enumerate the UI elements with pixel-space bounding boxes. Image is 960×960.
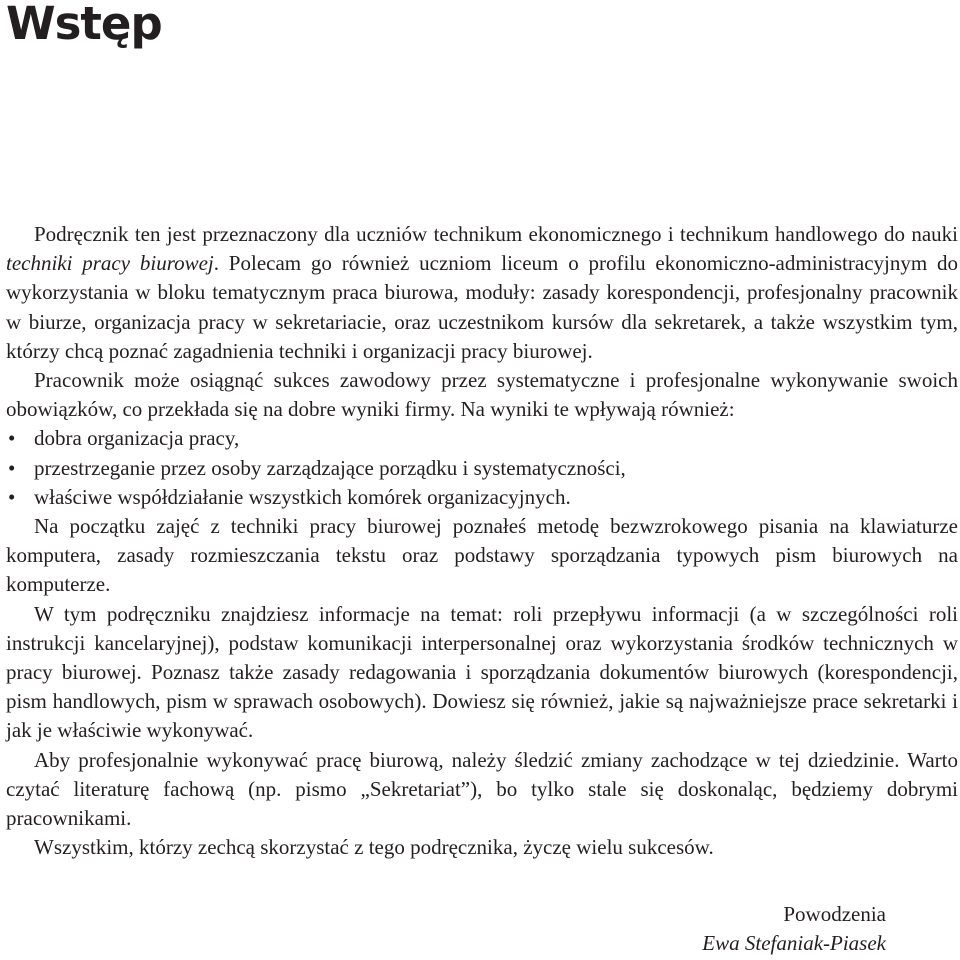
paragraph-contents: W tym podręczniku znajdziesz informacje na temat: roli przepływu informacji (a w szczególności roli instrukcji kancelaryjnej), podstaw komunikacji interpersonalnej oraz wykorzystania środków technicznych w pracy biurowej. Poznasz także zasady redagowania i sporządzania dokumentów biurowych (korespondencji, pism handlowych, pism w sprawach osobowych). Dowiesz się również, jakie są najważniejsze prace sekretarki i jak je właściwie wykonywać. (6, 601, 958, 743)
paragraph-wishes: Wszystkim, którzy zechcą skorzystać z tego podręcznika, życzę wielu sukcesów. (34, 835, 714, 860)
list-item (6, 483, 958, 512)
paragraph-typing: Na początku zajęć z techniki pracy biurowej poznałeś metodę bezwzrokowego pisania na klawiaturze komputera, zasady rozmieszczania tekstu oraz podstawy sporządzania typowych pism biurowych na komputerze. (6, 514, 958, 597)
list-item (6, 424, 958, 453)
signature-greeting: Powodzenia (783, 902, 886, 926)
paragraph-intro-text-rest: . Polecam go również uczniom liceum o profilu ekonomiczno-administracyjnym do wykorzystania w bloku tematycznym praca biurowa, moduły: zasady korespondencji, profesjonalny pracownik w biurze, organizacja pracy w sekretariacie, oraz uczestnikom kursów dla sekretarek, a także wszystkim tym, którzy chcą poznać zagadnienia techniki i organizacji pracy biurowej. (6, 251, 958, 363)
page-title: Wstęp (6, 0, 162, 50)
paragraph-literature: Aby profesjonalnie wykonywać pracę biurową, należy śledzić zmiany zachodzące w tej dziedzinie. Warto czytać literaturę fachową (np. pismo „Sekretariat”), bo tylko stale się doskonaląc, będziemy dobrymi pracownikami. (6, 747, 958, 831)
paragraph-intro (6, 220, 958, 366)
list-item-text: przestrzeganie przez osoby zarządzające porządku i systematyczności, (34, 455, 626, 480)
bullet-icon: • (8, 484, 16, 509)
signature-author: Ewa Stefaniak-Piasek (702, 931, 886, 956)
list-item (6, 454, 958, 483)
document-body (6, 220, 958, 862)
paragraph-intro-emphasis: techniki pracy biurowej (6, 251, 214, 276)
bullet-icon: • (8, 455, 16, 480)
list-item-text: dobra organizacja pracy, (34, 426, 240, 451)
bullet-icon: • (8, 426, 16, 451)
list-item-text: właściwe współdziałanie wszystkich komórek organizacyjnych. (34, 484, 571, 509)
paragraph-success: Pracownik może osiągnąć sukces zawodowy przez systematyczne i profesjonalne wykonywanie swoich obowiązków, co przekłada się na dobre wyniki firmy. Na wyniki te wpływają również: (6, 368, 958, 422)
paragraph-intro-text: Podręcznik ten jest przeznaczony dla uczniów technikum ekonomicznego i technikum handlowego do nauki (34, 222, 958, 246)
bullet-list (6, 424, 958, 512)
signature-block (702, 900, 886, 958)
